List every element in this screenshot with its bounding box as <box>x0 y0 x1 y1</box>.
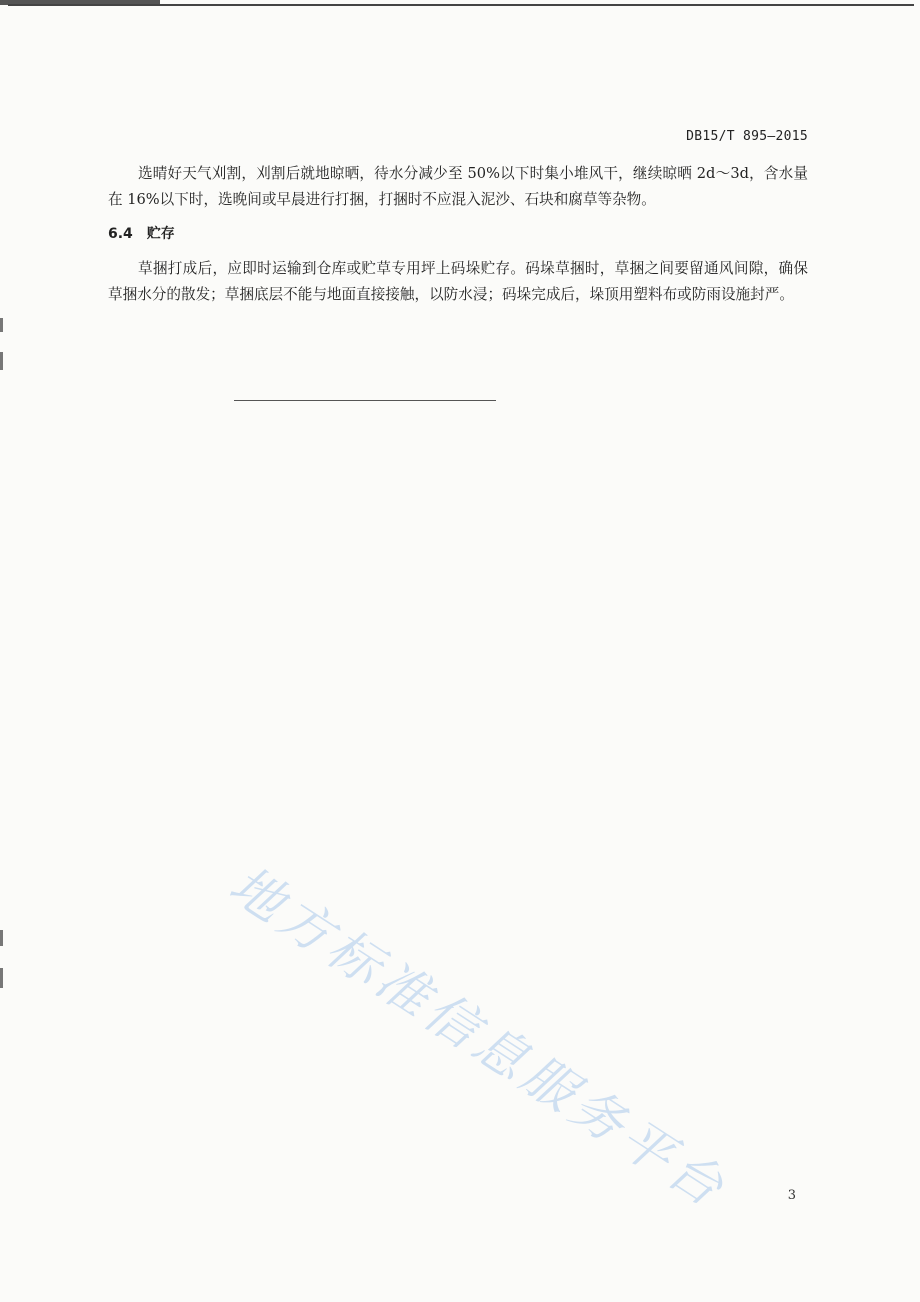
paragraph-harvest: 选晴好天气刈割，刈割后就地晾晒，待水分减少至 50%以下时集小堆风干，继续晾晒 2d～3d，含水量在 16%以下时，选晚间或早晨进行打捆，打捆时不应混入泥沙、石块和腐草等杂物。 <box>108 165 808 208</box>
paragraph-storage: 草捆打成后，应即时运输到仓库或贮草专用坪上码垛贮存。码垛草捆时，草捆之间要留通风间隙，确保草捆水分的散发；草捆底层不能与地面直接接触，以防水浸；码垛完成后，垛顶用塑料布或防雨设施封严。 <box>108 260 808 303</box>
page-number: 3 <box>787 1188 796 1203</box>
section-title: 贮存 <box>146 226 175 242</box>
section-heading <box>108 223 175 243</box>
top-rule <box>8 4 914 6</box>
end-rule <box>234 400 496 401</box>
binding-mark <box>0 318 3 332</box>
binding-mark <box>0 968 3 988</box>
binding-mark <box>0 930 3 946</box>
document-code: DB15/T 895—2015 <box>686 129 808 144</box>
section-number: 6.4 <box>108 226 133 242</box>
binding-mark <box>0 352 3 370</box>
watermark: 地方标准信息服务平台 <box>218 854 738 1222</box>
